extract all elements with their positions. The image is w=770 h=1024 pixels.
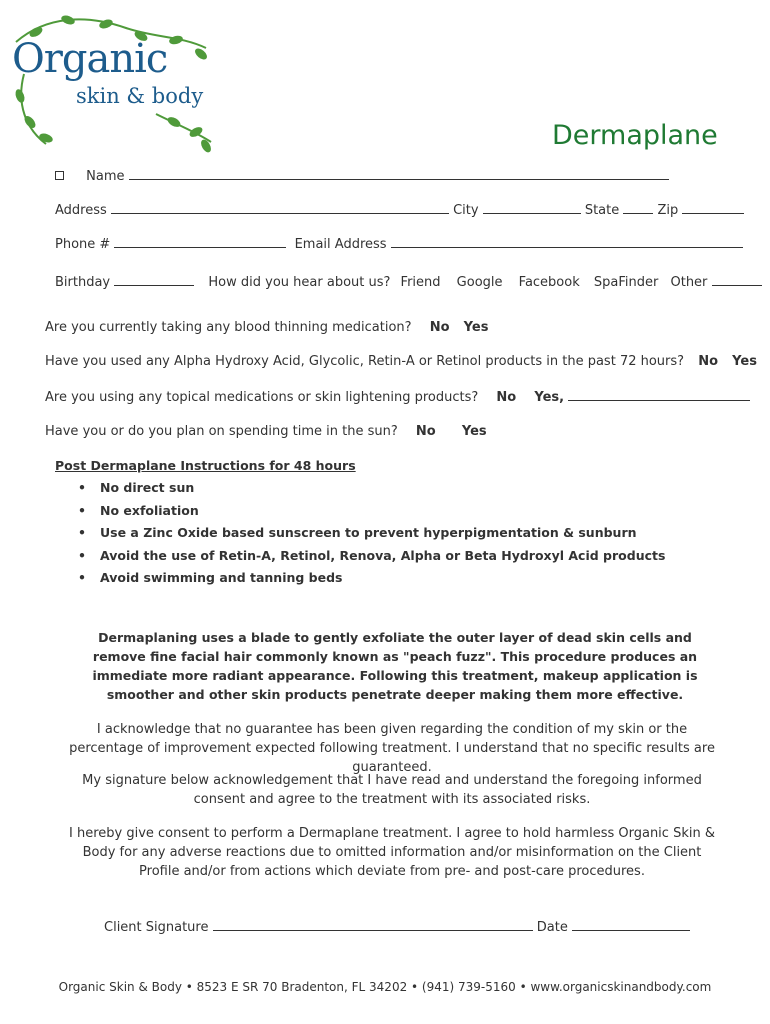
answer-yes[interactable]: Yes (461, 424, 487, 439)
phone-label: Phone # (55, 237, 111, 252)
list-item: • Use a Zinc Oxide based sunscreen to prevent hyperpigmentation & sunburn (100, 522, 665, 545)
city-label: City (453, 203, 479, 218)
question-text: Are you currently taking any blood thinning medication? (45, 320, 412, 335)
question-text: Have you used any Alpha Hydroxy Acid, Glycolic, Retin-A or Retinol products in the past 72 hours? (45, 354, 685, 369)
date-label: Date (536, 920, 568, 935)
client-signature-field[interactable] (213, 918, 533, 931)
question-acid-products (45, 353, 757, 371)
list-item: • No direct sun (100, 477, 665, 500)
logo-tagline: skin & body (76, 84, 204, 108)
city-field[interactable] (483, 201, 581, 214)
answer-yes[interactable]: Yes (463, 320, 489, 335)
name-row (55, 167, 669, 185)
state-label: State (584, 203, 620, 218)
list-item: • Avoid the use of Retin-A, Retinol, Renova, Alpha or Beta Hydroxyl Acid products (100, 545, 665, 568)
birthday-row (55, 273, 762, 291)
referral-option-google[interactable]: Google (456, 275, 503, 290)
referral-option-spafinder[interactable]: SpaFinder (593, 275, 659, 290)
zip-field[interactable] (682, 201, 744, 214)
referral-option-other[interactable]: Other (670, 275, 708, 290)
question-topical-medications (45, 388, 750, 407)
signature-row (104, 918, 690, 935)
procedure-description: Dermaplaning uses a blade to gently exfoliate the outer layer of dead skin cells and remove fine facial hair commonly known as "peach fuzz". This procedure produces an immediate more radiant appearance. Following this treatment, makeup application is smoother and other skin products penetrate deeper making them more effective. (92, 630, 698, 702)
answer-no[interactable]: No (415, 424, 436, 439)
answer-yes[interactable]: Yes, (534, 390, 565, 405)
referral-option-friend[interactable]: Friend (400, 275, 441, 290)
list-item: • Avoid swimming and tanning beds (100, 567, 665, 590)
question-blood-thinners (45, 319, 488, 337)
referral-option-facebook[interactable]: Facebook (518, 275, 580, 290)
client-signature-label: Client Signature (104, 920, 209, 935)
answer-no[interactable]: No (496, 390, 517, 405)
name-label: Name (86, 169, 125, 184)
topical-details-field[interactable] (568, 388, 750, 401)
logo-wordmark: Organic (12, 36, 168, 82)
referral-other-field[interactable] (712, 273, 762, 286)
answer-no[interactable]: No (698, 354, 719, 369)
liability-paragraph: I hereby give consent to perform a Dermaplane treatment. I agree to hold harmless Organic Skin & Body for any adverse reactions due to omitted information and/or misinformation on the Client Profile and/or from actions which deviate from pre- and post-care procedures. (69, 826, 715, 879)
state-field[interactable] (623, 201, 653, 214)
consent-paragraph: My signature below acknowledgement that I have read and understand the foregoing informed consent and agree to the treatment with its associated risks. (82, 773, 702, 807)
answer-yes[interactable]: Yes (732, 354, 757, 369)
email-field[interactable] (391, 235, 743, 248)
question-sun-exposure (45, 423, 487, 441)
phone-row (55, 235, 743, 253)
page-title: Dermaplane (552, 120, 718, 151)
name-field[interactable] (129, 167, 669, 180)
post-care-instructions (55, 458, 665, 590)
date-field[interactable] (572, 918, 690, 931)
list-item: • No exfoliation (100, 500, 665, 523)
zip-label: Zip (657, 203, 679, 218)
birthday-label: Birthday (55, 275, 111, 290)
address-label: Address (55, 203, 107, 218)
email-label: Email Address (294, 237, 387, 252)
instructions-heading: Post Dermaplane Instructions for 48 hours (55, 458, 356, 473)
acknowledgement-paragraph: I acknowledge that no guarantee has been given regarding the condition of my skin or the percentage of improvement expected following treatment. I understand that no specific results are guaranteed. (69, 722, 715, 775)
address-field[interactable] (111, 201, 449, 214)
address-row (55, 201, 744, 219)
question-text: Have you or do you plan on spending time in the sun? (45, 424, 398, 439)
footer-contact: Organic Skin & Body • 8523 E SR 70 Bradenton, FL 34202 • (941) 739-5160 • www.organicskinandbody.com (58, 980, 712, 994)
phone-field[interactable] (114, 235, 286, 248)
checkbox[interactable] (55, 171, 64, 180)
birthday-field[interactable] (114, 273, 194, 286)
referral-label: How did you hear about us? (208, 275, 391, 290)
question-text: Are you using any topical medications or skin lightening products? (45, 390, 479, 405)
instructions-list (55, 477, 665, 590)
answer-no[interactable]: No (429, 320, 450, 335)
logo (6, 14, 216, 154)
